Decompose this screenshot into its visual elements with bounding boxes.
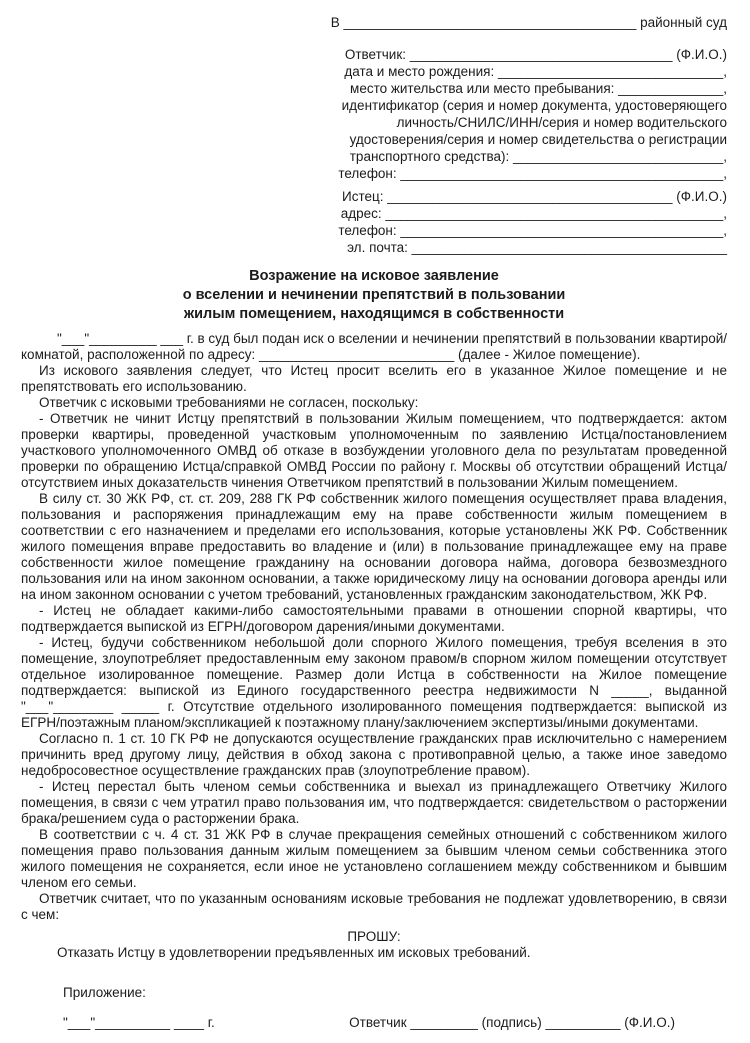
- document-body: [21, 331, 727, 1031]
- paragraph-law-zhk-31: В соответствии с ч. 4 ст. 31 ЖК РФ в случае прекращения семейных отношений с собственником жилого помещения право пользования данным жилым помещением за бывшим членом семьи собственника этого жилого помещения не сохраняется, если иное не установлено соглашением между собственником и бывшим членом его семьи.: [21, 827, 727, 890]
- document-title: [21, 267, 727, 324]
- respondent-residence-line: место жительства или место пребывания: ______________,: [350, 81, 727, 96]
- paragraph-law-zhk-30: В силу ст. 30 ЖК РФ, ст. ст. 209, 288 ГК РФ собственник жилого помещения осуществляет права владения, пользования и распоряжения принадлежащим ему на праве собственности жилым помещением в соответствии с его назначением и пределами его использования, которые установлены ЖК РФ. Собственник жилого помещения вправе предоставить во владение и (или) в пользование принадлежащее ему на праве собственности жилое помещение гражданину на основании договора найма, договора безвозмездного пользования или на ином законном основании, а также юридическому лицу на основании договора аренды или на ином законном основании с учетом требований, установленных гражданским законодательством, ЖК РФ.: [21, 491, 727, 602]
- respondent-identifier-line-2: личность/СНИЛС/ИНН/серия и номер водительского: [396, 115, 727, 130]
- respondent-block: [327, 46, 727, 182]
- paragraph-no-obstruction: - Ответчик не чинит Истцу препятствий в пользовании Жилым помещением, что подтверждается: актом проверки квартиры, проведенной участковым уполномоченным по заявлению Истца/постановлением участкового уполномоченного ОМВД об отказе в возбуждении уголовного дела по результатам проведенной проверки по обращению Истца/справкой ОМВД России по району г. Москвы об отсутствии обращений Истца/отсутствием иных доказательств чинения Ответчиком препятствий в пользовании Жилым помещением.: [21, 411, 727, 490]
- paragraph-claim-filed: "___"_________ ___ г. в суд был подан иск о вселении и нечинении препятствий в пользовании квартирой/комнатой, расположенной по адресу: __________________________ (далее - Жилое помещение).: [21, 331, 727, 362]
- plaintiff-phone-line: телефон: ___________________________________________,: [338, 223, 727, 238]
- respondent-birth-line: дата и место рождения: ______________________________,: [344, 64, 727, 79]
- respondent-identifier-line-4: транспортного средства): ____________________________,: [349, 149, 727, 164]
- plaintiff-address-line: адрес: _____________________________________________,: [340, 206, 727, 221]
- title-line-2: о вселении и нечинении препятствий в пользовании: [182, 287, 566, 303]
- title-line-1: Возражение на исковое заявление: [249, 268, 499, 284]
- respondent-identifier-line-1: идентификатор (серия и номер документа, удостоверяющего: [341, 98, 727, 113]
- request-heading: ПРОШУ:: [347, 929, 401, 944]
- date-blank-line: "___"__________ ____ г.: [63, 1015, 215, 1030]
- paragraph-law-gk-10: Согласно п. 1 ст. 10 ГК РФ не допускаются осуществление гражданских прав исключительно с намерением причинить вред другому лицу, действия в обход закона с противоправной целью, а также иное заведомо недобросовестное осуществление гражданских прав (злоупотребление правом).: [21, 731, 727, 778]
- respondent-name-line: Ответчик: ___________________________________ (Ф.И.О.): [344, 47, 727, 62]
- paragraph-no-rights: - Истец не обладает какими-либо самостоятельными правами в отношении спорной квартиры, что подтверждается выпиской из ЕГРН/договором дарения/иными документами.: [21, 603, 727, 634]
- title-line-3: жилым помещением, находящимся в собственности: [183, 306, 565, 322]
- signature-row: [21, 1015, 727, 1031]
- paragraph-disagreement: Ответчик с исковыми требованиями не согласен, поскольку:: [39, 395, 419, 410]
- paragraph-claim-summary: Из искового заявления следует, что Истец просит вселить его в указанное Жилое помещение и не препятствовать его использованию.: [21, 363, 727, 394]
- attachment-label: Приложение:: [63, 985, 146, 1000]
- court-header-block: [327, 14, 727, 256]
- plaintiff-name-line: Истец: ______________________________________ (Ф.И.О.): [342, 189, 727, 204]
- request-text: Отказать Истцу в удовлетворении предъявленных им исковых требований.: [57, 945, 531, 960]
- paragraph-family-left: - Истец перестал быть членом семьи собственника и выехал из принадлежащего Ответчику Жилого помещения, в связи с чем утратил право пользования им, что подтверждается: свидетельством о расторжении брака/решением суда о расторжении брака.: [21, 779, 727, 826]
- respondent-identifier-line-3: удостоверения/серия и номер свидетельства о регистрации: [349, 132, 727, 147]
- paragraph-small-share: - Истец, будучи собственником небольшой доли спорного Жилого помещения, требуя вселения в это помещение, злоупотребляет предоставленным ему законом правом/в спорном жилом помещении отсутствует отдельное изолированное помещение. Размер доли Истца в собственности на Жилое помещение подтверждается: выпиской из Единого государственного реестра недвижимости N _____, выданной "___"________ _____ г. Отсутствие отдельного изолированного помещения подтверждается: выпиской из ЕГРН/поэтажным планом/экспликацией к поэтажному плану/заключением экспертизы/иными документами.: [21, 635, 727, 730]
- respondent-phone-line: телефон: ___________________________________________,: [338, 166, 727, 181]
- paragraph-conclusion: Ответчик считает, что по указанным основаниям исковые требования не подлежат удовлетворению, в связи с чем:: [21, 891, 727, 922]
- respondent-signature-line: Ответчик _________ (подпись) __________ (Ф.И.О.): [349, 1015, 675, 1030]
- court-line: В _______________________________________ районный суд: [330, 15, 727, 30]
- plaintiff-block: [327, 188, 727, 256]
- plaintiff-email-line: эл. почта: __________________________________________: [347, 240, 727, 255]
